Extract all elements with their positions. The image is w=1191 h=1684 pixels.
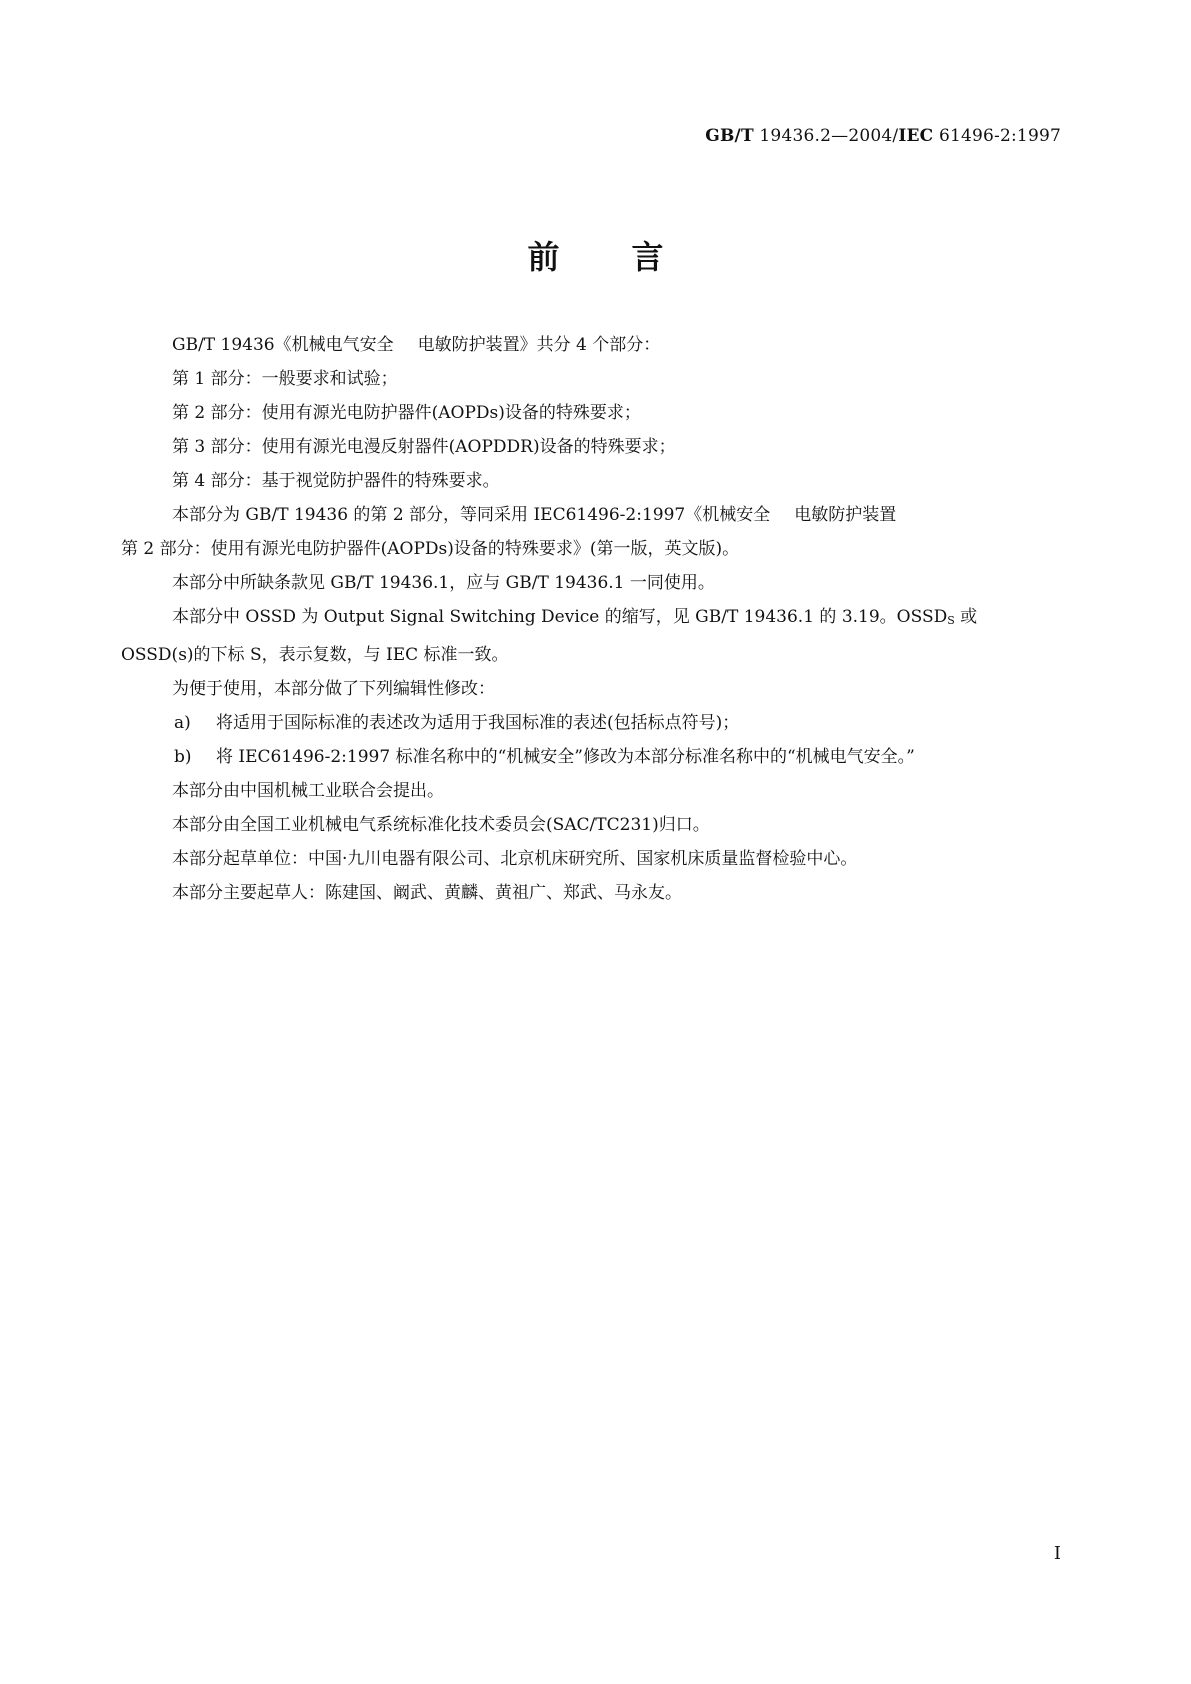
- paragraph: 第 2 部分：使用有源光电防护器件(AOPDs)设备的特殊要求；: [172, 403, 641, 423]
- subscript: S: [947, 614, 955, 627]
- text-run: 本部分为 GB/T 19436 的第 2 部分，等同采用 IEC61496-2:1997《机械安全: [172, 505, 771, 525]
- paragraph-continuation: 第 2 部分：使用有源光电防护器件(AOPDs)设备的特殊要求》(第一版，英文版)。: [121, 539, 740, 559]
- paragraph: [121, 498, 1061, 532]
- paragraph: 第 4 部分：基于视觉防护器件的特殊要求。: [172, 471, 500, 491]
- paragraph: 本部分中所缺条款见 GB/T 19436.1，应与 GB/T 19436.1 一同使用。: [172, 573, 715, 593]
- paragraph: 第 1 部分：一般要求和试验；: [172, 369, 398, 389]
- text-run: 或: [954, 607, 978, 627]
- paragraph: [121, 600, 1061, 638]
- list-item-tag: b): [174, 747, 192, 767]
- header-code-part: 19436.2—2004/: [753, 126, 899, 146]
- header-code-part: IEC: [898, 126, 934, 146]
- text-run: 电敏防护装置》共分 4 个部分：: [417, 335, 661, 355]
- list-item: [121, 740, 1061, 774]
- header-code-part: GB/T: [705, 126, 754, 146]
- paragraph: 第 3 部分：使用有源光电漫反射器件(AOPDDR)设备的特殊要求；: [172, 437, 676, 457]
- text-run: 电敏防护装置: [794, 505, 897, 525]
- title-char: 前: [527, 238, 560, 276]
- paragraph: 本部分起草单位：中国·九川电器有限公司、北京机床研究所、国家机床质量监督检验中心。: [172, 849, 858, 869]
- header-code-part: 61496-2:1997: [933, 126, 1061, 146]
- paragraph: 本部分主要起草人：陈建国、阚武、黄麟、黄祖广、郑武、马永友。: [172, 883, 682, 903]
- list-item-text: 将适用于国际标准的表述改为适用于我国标准的表述(包括标点符号)；: [216, 713, 740, 733]
- paragraph: 为便于使用，本部分做了下列编辑性修改：: [172, 679, 495, 699]
- list-item-tag: a): [174, 713, 191, 733]
- page-number: I: [1053, 1543, 1061, 1564]
- list-item-text: 将 IEC61496-2:1997 标准名称中的“机械安全”修改为本部分标准名称中的“机械电气安全。”: [216, 747, 915, 767]
- paragraph: 本部分由中国机械工业联合会提出。: [172, 781, 444, 801]
- preface-body: [121, 328, 1061, 910]
- standard-code-header: [705, 126, 1061, 146]
- list-item: [121, 706, 1061, 740]
- paragraph: 本部分由全国工业机械电气系统标准化技术委员会(SAC/TC231)归口。: [172, 815, 710, 835]
- title-char: 言: [631, 238, 664, 276]
- paragraph: [121, 328, 1061, 362]
- paragraph-continuation: OSSD(s)的下标 S，表示复数，与 IEC 标准一致。: [121, 645, 509, 665]
- text-run: GB/T 19436《机械电气安全: [172, 335, 394, 355]
- text-run: 本部分中 OSSD 为 Output Signal Switching Device 的缩写，见 GB/T 19436.1 的 3.19。OSSD: [172, 607, 948, 627]
- page-title: [0, 232, 1191, 278]
